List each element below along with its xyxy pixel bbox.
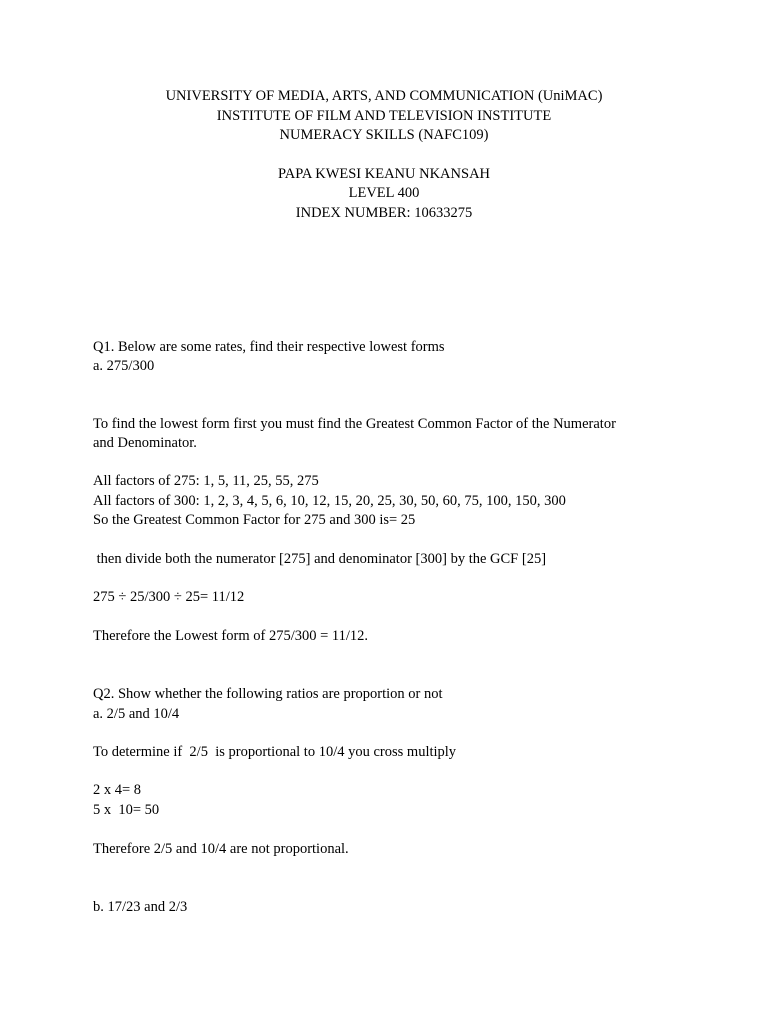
q1-calc: 275 ÷ 25/300 ÷ 25= 11/12 <box>93 589 245 605</box>
q1-intro-line1: To find the lowest form first you must find the Greatest Common Factor of the Numerator <box>93 416 616 432</box>
q2-part-a: a. 2/5 and 10/4 <box>93 706 180 722</box>
q1-intro-line2: and Denominator. <box>93 435 197 451</box>
student-name: PAPA KWESI KEANU NKANSAH <box>277 166 491 182</box>
student-level: LEVEL 400 <box>348 185 420 201</box>
q1-question: Q1. Below are some rates, find their respective lowest forms <box>93 339 445 355</box>
index-number: INDEX NUMBER: 10633275 <box>295 205 473 221</box>
university-title: UNIVERSITY OF MEDIA, ARTS, AND COMMUNICATION (UniMAC) <box>165 88 603 104</box>
q2-conclusion: Therefore 2/5 and 10/4 are not proportional. <box>93 841 349 857</box>
institute-title: INSTITUTE OF FILM AND TELEVISION INSTITUTE <box>216 108 552 124</box>
q1-factors-300: All factors of 300: 1, 2, 3, 4, 5, 6, 10, 12, 15, 20, 25, 30, 50, 60, 75, 100, 150, 300 <box>93 493 566 509</box>
q2-method: To determine if 2/5 is proportional to 10/4 you cross multiply <box>93 744 457 760</box>
q2-part-b: b. 17/23 and 2/3 <box>93 899 188 915</box>
q1-part-a: a. 275/300 <box>93 358 155 374</box>
q1-gcf: So the Greatest Common Factor for 275 and 300 is= 25 <box>93 512 416 528</box>
course-title: NUMERACY SKILLS (NAFC109) <box>279 127 489 143</box>
q2-question: Q2. Show whether the following ratios are proportion or not <box>93 686 443 702</box>
q1-conclusion: Therefore the Lowest form of 275/300 = 11/12. <box>93 628 369 644</box>
q1-divide: then divide both the numerator [275] and denominator [300] by the GCF [25] <box>93 551 547 567</box>
q1-factors-275: All factors of 275: 1, 5, 11, 25, 55, 275 <box>93 473 319 489</box>
q2-calc2: 5 x 10= 50 <box>93 802 160 818</box>
q2-calc1: 2 x 4= 8 <box>93 782 142 798</box>
